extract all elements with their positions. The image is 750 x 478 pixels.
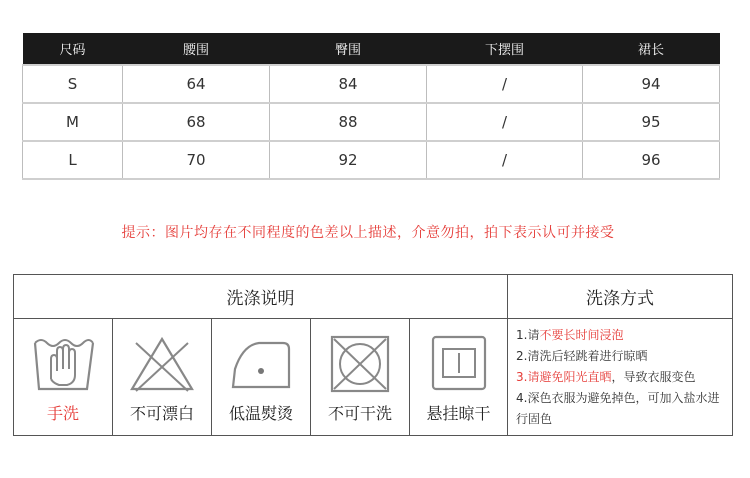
care-label: 低温熨烫 <box>228 404 293 423</box>
care-method-title: 洗涤方式 <box>508 275 732 319</box>
cell-hem: / <box>427 65 583 103</box>
header-hip: 臀围 <box>270 33 427 65</box>
hand-wash-icon <box>31 335 95 393</box>
header-length: 裙长 <box>583 33 720 65</box>
cell-hip: 88 <box>270 103 427 141</box>
cell-hip: 84 <box>270 65 427 103</box>
note-4: 4.深色衣服为避免掉色，可加入盐水进行固色 <box>516 391 720 426</box>
care-item-no-bleach <box>113 319 212 435</box>
size-table <box>22 33 720 180</box>
care-item-low-iron <box>212 319 311 435</box>
cell-waist: 70 <box>123 141 270 179</box>
care-notes <box>516 325 728 430</box>
header-size: 尺码 <box>23 33 123 65</box>
cell-waist: 64 <box>123 65 270 103</box>
notice-text: 提示：图片均存在不同程度的色差以上描述，介意勿拍，拍下表示认可并接受 <box>121 225 615 241</box>
cell-hem: / <box>427 141 583 179</box>
table-row <box>23 103 720 141</box>
cell-length: 95 <box>583 103 720 141</box>
cell-size: S <box>23 65 123 103</box>
care-label: 不可干洗 <box>327 404 392 423</box>
cell-waist: 68 <box>123 103 270 141</box>
note-3: 3.请避免阳光直晒，导致衣服变色 <box>516 370 696 384</box>
care-label: 不可漂白 <box>129 404 194 423</box>
care-item-hang-dry <box>410 319 508 435</box>
cell-hem: / <box>427 103 583 141</box>
care-label: 悬挂晾干 <box>426 404 491 423</box>
no-dry-clean-icon <box>328 335 392 393</box>
header-hem: 下摆围 <box>427 33 583 65</box>
note-1: 1.请不要长时间浸泡 <box>516 328 624 342</box>
note-2: 2.清洗后轻跳着进行晾晒 <box>516 349 648 363</box>
no-bleach-icon <box>130 335 194 393</box>
care-item-hand-wash <box>14 319 113 435</box>
care-label: 手洗 <box>46 404 79 423</box>
cell-size: M <box>23 103 123 141</box>
size-table-header <box>23 33 720 65</box>
cell-length: 94 <box>583 65 720 103</box>
cell-size: L <box>23 141 123 179</box>
cell-length: 96 <box>583 141 720 179</box>
table-row <box>23 141 720 179</box>
cell-hip: 92 <box>270 141 427 179</box>
care-item-no-dry-clean <box>311 319 410 435</box>
care-instructions <box>13 274 733 436</box>
care-icons <box>14 319 508 435</box>
header-waist: 腰围 <box>123 33 270 65</box>
care-title: 洗涤说明 <box>14 275 508 319</box>
hang-dry-icon <box>427 335 491 393</box>
low-iron-icon <box>229 335 293 393</box>
table-row <box>23 65 720 103</box>
